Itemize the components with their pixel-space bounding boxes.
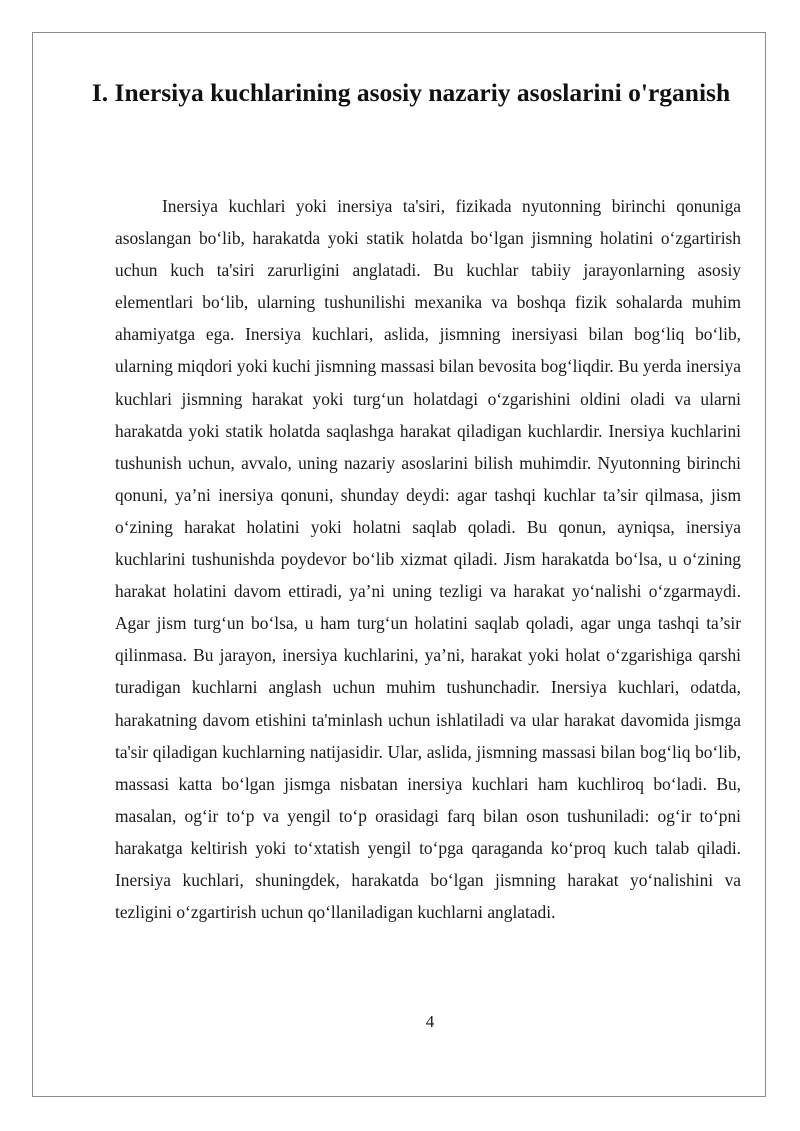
page-number: 4: [425, 1012, 435, 1031]
body-paragraph: Inersiya kuchlari yoki inersiya ta'siri, fizikada nyutonning birinchi qonuniga asoslangan bo‘lib, harakatda yoki statik holatda bo‘lgan jismning holatini o‘zgartirish uchun kuch ta'siri zarurligini anglatadi. Bu kuchlar tabiiy jarayonlarning asosiy elementlari bo‘lib, ularning tushunilishi mexanika va boshqa fizik sohalarda muhim ahamiyatga ega. Inersiya kuchlari, aslida, jismning inersiyasi bilan bog‘liq bo‘lib, ularning miqdori yoki kuchi jismning massasi bilan bevosita bog‘liqdir. Bu yerda inersiya kuchlari jismning harakat yoki turg‘un holatdagi o‘zgarishini oldini oladi va ularni harakatda yoki statik holatda saqlashga harakat qiladigan kuchlardir. Inersiya kuchlarini tushunish uchun, avvalo, uning nazariy asoslarini bilish muhimdir. Nyutonning birinchi qonuni, ya’ni inersiya qonuni, shunday deydi: agar tashqi kuchlar ta’sir qilmasa, jism o‘zining harakat holatini yoki holatni saqlab qoladi. Bu qonun, ayniqsa, inersiya kuchlarini tushunishda poydevor bo‘lib xizmat qiladi. Jism harakatda bo‘lsa, u o‘zining harakat holatini davom ettiradi, ya’ni uning tezligi va harakat yo‘nalishi o‘zgarmaydi. Agar jism turg‘un bo‘lsa, u ham turg‘un holatini saqlab qoladi, agar unga tashqi ta’sir qilinmasa. Bu jarayon, inersiya kuchlarini, ya’ni, harakat yoki holat o‘zgarishiga qarshi turadigan kuchlarni anglash uchun muhim tushunchadir. Inersiya kuchlari, odatda, harakatning davom etishini ta'minlash uchun ishlatiladi va ular harakat davomida jismga ta'sir qiladigan kuchlarning natijasidir. Ular, aslida, jismning massasi bilan bog‘liq bo‘lib, massasi katta bo‘lgan jismga nisbatan inersiya kuchlari ham kuchliroq bo‘ladi. Bu, masalan, og‘ir to‘p va yengil to‘p orasidagi farq bilan oson tushuniladi: og‘ir to‘pni harakatga keltirish yoki to‘xtatish yengil to‘pga qaraganda ko‘proq kuch talab qiladi. Inersiya kuchlari, shuningdek, harakatda bo‘lgan jismning harakat yo‘nalishini va tezligini o‘zgartirish uchun qo‘llaniladigan kuchlarni anglatadi.: [115, 196, 741, 923]
page-title: I. Inersiya kuchlarining asosiy nazariy asoslarini o'rganish: [91, 78, 731, 107]
